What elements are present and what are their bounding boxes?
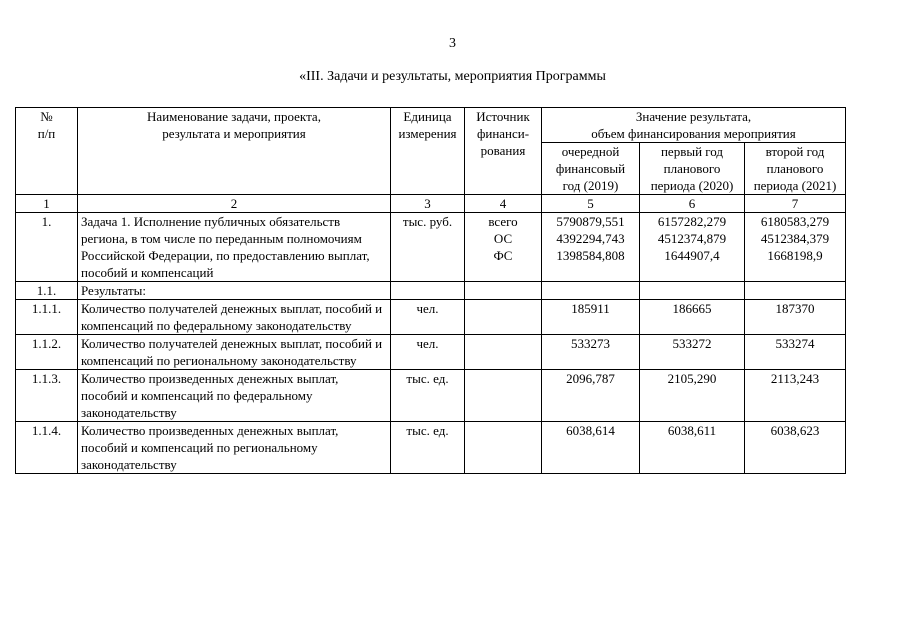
row-source: [465, 422, 542, 474]
row-value-2021: 6038,623: [745, 422, 846, 474]
row-unit: чел.: [391, 300, 465, 335]
row-value-2019: 533273: [542, 335, 640, 370]
row-name: Результаты:: [78, 282, 391, 300]
row-value-2021: [745, 282, 846, 300]
row-unit: тыс. руб.: [391, 213, 465, 282]
row-value-2020: [640, 282, 745, 300]
row-number: 1.: [16, 213, 78, 282]
table-row: [16, 422, 846, 474]
row-value-2021: 6180583,279 4512384,379 1668198,9: [745, 213, 846, 282]
page-number: 3: [449, 36, 456, 51]
column-number: 1: [16, 195, 78, 213]
row-number: 1.1.4.: [16, 422, 78, 474]
row-value-2019: 5790879,551 4392294,743 1398584,808: [542, 213, 640, 282]
row-number: 1.1.2.: [16, 335, 78, 370]
row-value-2021: 187370: [745, 300, 846, 335]
row-value-2020: 2105,290: [640, 370, 745, 422]
row-value-2020: 186665: [640, 300, 745, 335]
row-value-2019: 185911: [542, 300, 640, 335]
column-number: 4: [465, 195, 542, 213]
table-row: [16, 300, 846, 335]
table-row: [16, 335, 846, 370]
row-value-2019: 6038,614: [542, 422, 640, 474]
header-value-group: Значение результата, объем финансирования мероприятия: [542, 108, 846, 143]
row-value-2019: [542, 282, 640, 300]
row-name: Количество произведенных денежных выплат, пособий и компенсаций по региональному законодательству: [78, 422, 391, 474]
row-source: [465, 282, 542, 300]
header-year-1: очередной финансовый год (2019): [542, 143, 640, 195]
results-table: [15, 107, 846, 474]
header-name: Наименование задачи, проекта, результата и мероприятия: [78, 108, 391, 195]
row-value-2020: 6157282,279 4512374,879 1644907,4: [640, 213, 745, 282]
row-source: [465, 370, 542, 422]
column-number: 2: [78, 195, 391, 213]
row-value-2021: 2113,243: [745, 370, 846, 422]
row-number: 1.1.1.: [16, 300, 78, 335]
row-unit: чел.: [391, 335, 465, 370]
row-source: [465, 300, 542, 335]
header-unit: Единица измерения: [391, 108, 465, 195]
column-number: 6: [640, 195, 745, 213]
row-source: всего ОС ФС: [465, 213, 542, 282]
row-number: 1.1.: [16, 282, 78, 300]
header-year-2: первый год планового периода (2020): [640, 143, 745, 195]
table-row: [16, 282, 846, 300]
row-name: Количество получателей денежных выплат, пособий и компенсаций по федеральному законодательству: [78, 300, 391, 335]
row-value-2020: 533272: [640, 335, 745, 370]
header-no: № п/п: [16, 108, 78, 195]
row-number: 1.1.3.: [16, 370, 78, 422]
header-row: [16, 108, 846, 143]
row-value-2019: 2096,787: [542, 370, 640, 422]
row-value-2021: 533274: [745, 335, 846, 370]
header-year-3: второй год планового периода (2021): [745, 143, 846, 195]
column-number: 3: [391, 195, 465, 213]
column-number: 5: [542, 195, 640, 213]
column-number-row: [16, 195, 846, 213]
row-name: Количество произведенных денежных выплат, пособий и компенсаций по федеральному законодательству: [78, 370, 391, 422]
row-unit: тыс. ед.: [391, 422, 465, 474]
row-name: Количество получателей денежных выплат, пособий и компенсаций по региональному законодательству: [78, 335, 391, 370]
table-row: [16, 213, 846, 282]
row-name: Задача 1. Исполнение публичных обязательств региона, в том числе по переданным полномочиям Российской Федерации, по предоставлению выплат, пособий и компенсаций: [78, 213, 391, 282]
section-title: «III. Задачи и результаты, мероприятия Программы: [299, 69, 606, 84]
row-value-2020: 6038,611: [640, 422, 745, 474]
header-source: Источник финанси- рования: [465, 108, 542, 195]
table-row: [16, 370, 846, 422]
column-number: 7: [745, 195, 846, 213]
row-source: [465, 335, 542, 370]
row-unit: тыс. ед.: [391, 370, 465, 422]
row-unit: [391, 282, 465, 300]
